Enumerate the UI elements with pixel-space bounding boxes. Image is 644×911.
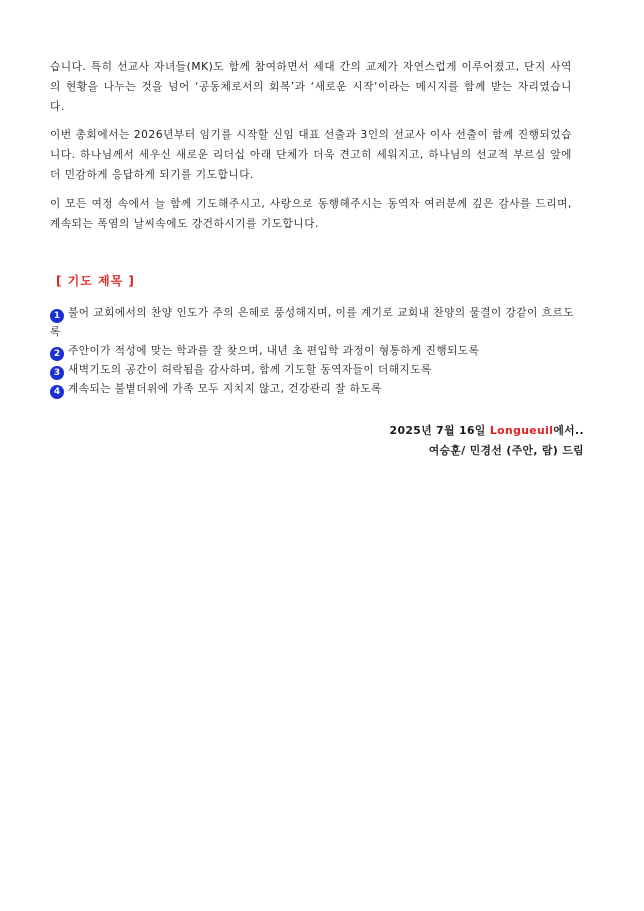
body-paragraph-1: 습니다. 특히 선교사 자녀들(MK)도 함께 참여하면서 세대 간의 교제가 자연스럽게 이루어졌고, 단지 사역의 현황을 나누는 것을 넘어 ‘공동체로서의 회복’과 ‘새로운 시작’이라는 메시지를 함께 받는 자리였습니다. <box>50 61 572 113</box>
signature-date-line <box>390 421 584 441</box>
circled-number-icon: 3 <box>50 366 64 380</box>
prayer-list <box>50 304 574 399</box>
circled-number-icon: 2 <box>50 347 64 361</box>
prayer-section-title: [ 기도 제목 ] <box>56 274 135 288</box>
circled-number-icon: 1 <box>50 309 64 323</box>
prayer-item <box>50 304 574 342</box>
signature-block <box>390 421 584 461</box>
body-paragraph-3: 이 모든 여정 속에서 늘 함께 기도해주시고, 사랑으로 동행해주시는 동역자 여러분께 깊은 감사를 드리며, 계속되는 폭염의 날씨속에도 강건하시기를 기도합니다. <box>50 198 572 230</box>
prayer-item <box>50 342 574 361</box>
prayer-item-text: 불어 교회에서의 찬양 인도가 주의 은혜로 풍성해지며, 이를 계기로 교회내 찬양의 물결이 강같이 흐르도록 <box>50 307 574 338</box>
prayer-item <box>50 380 574 399</box>
prayer-item-text: 계속되는 불볕더위에 가족 모두 지치지 않고, 건강관리 잘 하도록 <box>68 382 382 395</box>
body-paragraph-2: 이번 총회에서는 2026년부터 임기를 시작할 신임 대표 선출과 3인의 선교사 이사 선출이 함께 진행되었습니다. 하나님께서 세우신 새로운 리더십 아래 단체가 더욱 견고히 세워지고, 하나님의 선교적 부르심 앞에 더 민감하게 응답하게 되기를 기도합니다. <box>50 129 572 181</box>
prayer-item <box>50 361 574 380</box>
signature-suffix: 에서.. <box>553 424 584 437</box>
prayer-item-text: 주안이가 적성에 맞는 학과를 잘 찾으며, 내년 초 편입학 과정이 형통하게 진행되도록 <box>68 344 480 357</box>
signature-names: 여승훈/ 민경선 (주안, 람) 드림 <box>428 444 584 457</box>
prayer-item-text: 새벽기도의 공간이 허락됨을 감사하며, 함께 기도할 동역자들이 더해지도록 <box>68 363 432 376</box>
signature-place: Longueuil <box>489 424 554 437</box>
circled-number-icon: 4 <box>50 385 64 399</box>
signature-date: 2025년 7월 16일 <box>389 424 490 437</box>
